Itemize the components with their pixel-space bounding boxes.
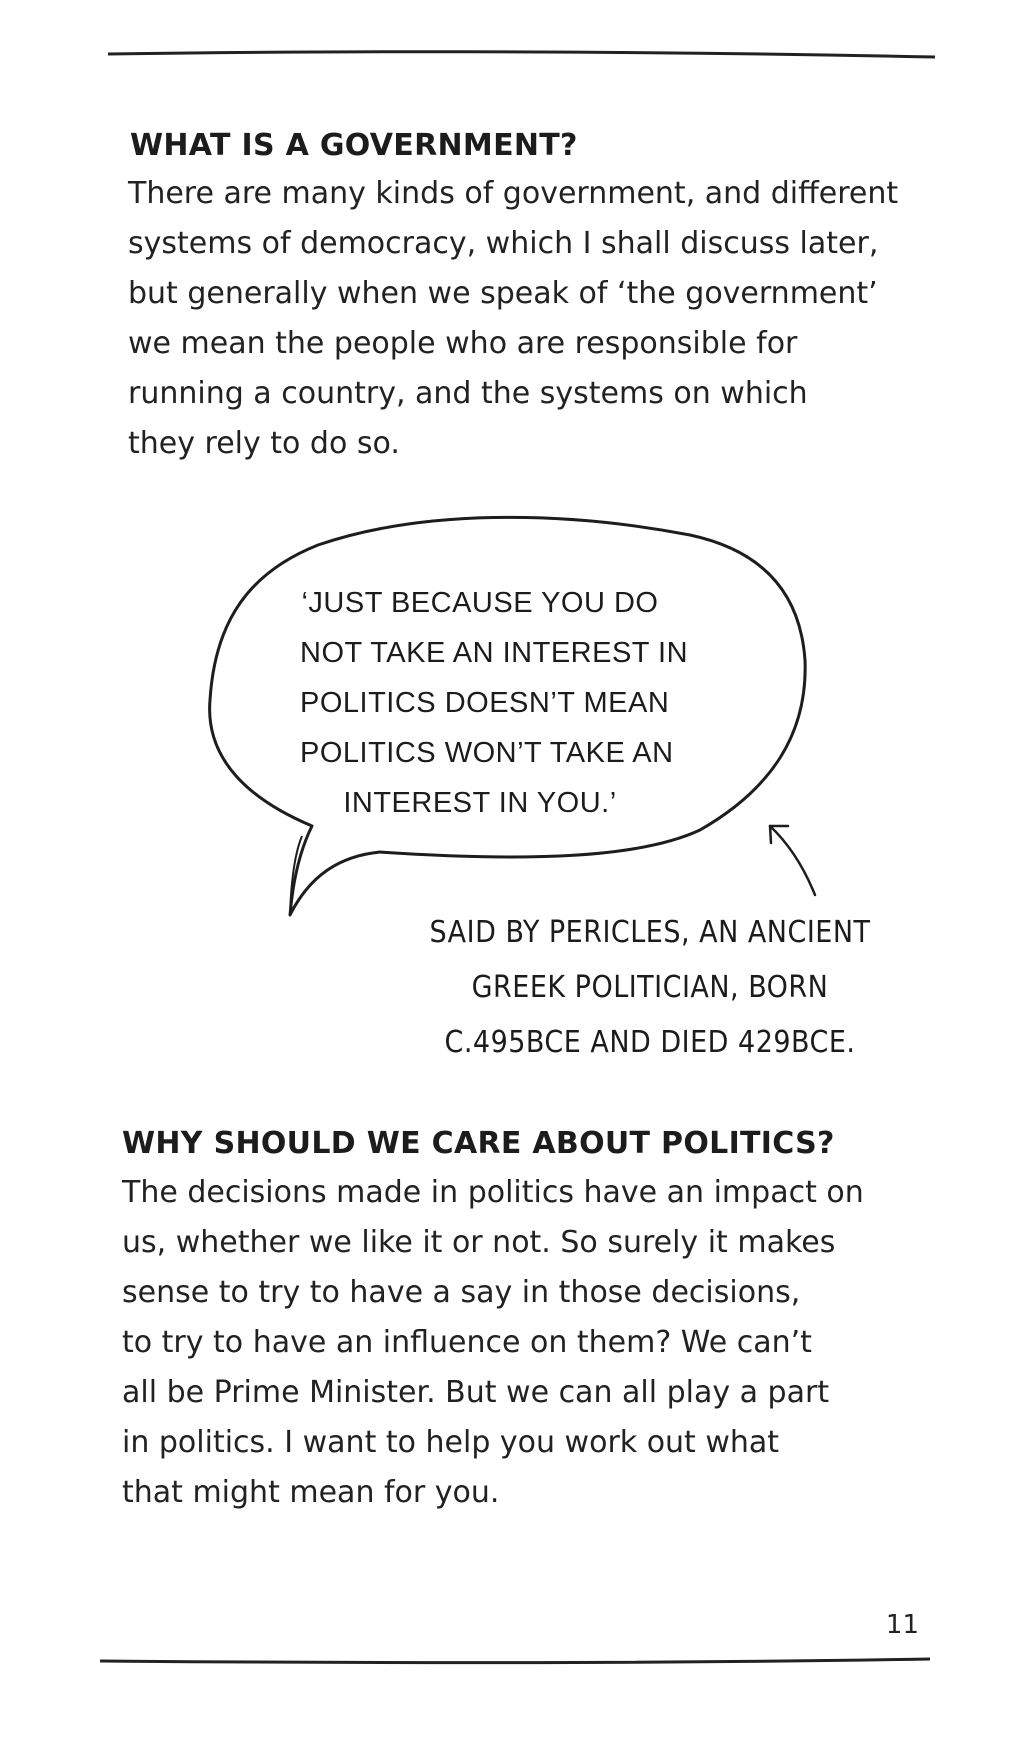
quote-text	[300, 578, 689, 828]
attribution-line: SAID BY PERICLES, AN ANCIENT	[429, 915, 871, 950]
paragraph-line: they rely to do so.	[128, 426, 400, 461]
quote-line: ‘JUST BECAUSE YOU DO	[301, 587, 659, 619]
quote-line: INTEREST IN YOU.’	[343, 787, 617, 819]
paragraph-line: sense to try to have a say in those decisions,	[122, 1275, 801, 1310]
paragraph-line: but generally when we speak of ‘the government’	[128, 276, 878, 311]
paragraph-line: in politics. I want to help you work out what	[122, 1425, 780, 1460]
attribution-line: C.495BCE AND DIED 429BCE.	[444, 1025, 856, 1060]
attribution-line: GREEK POLITICIAN, BORN	[471, 970, 829, 1005]
paragraph-line: There are many kinds of government, and different	[128, 176, 899, 211]
section-heading-government: WHAT IS A GOVERNMENT?	[130, 128, 578, 163]
paragraph-line: to try to have an influence on them? We can’t	[122, 1325, 812, 1360]
paragraph-line: we mean the people who are responsible for	[128, 326, 798, 361]
paragraph-line: all be Prime Minister. But we can all play a part	[122, 1375, 830, 1410]
paragraph-line: The decisions made in politics have an impact on	[122, 1175, 864, 1210]
paragraph-line: systems of democracy, which I shall discuss later,	[128, 226, 879, 261]
quote-line: NOT TAKE AN INTEREST IN	[300, 637, 689, 669]
section-heading-politics: WHY SHOULD WE CARE ABOUT POLITICS?	[122, 1126, 835, 1161]
quote-line: POLITICS WON’T TAKE AN	[300, 737, 674, 769]
paragraph-line: running a country, and the systems on which	[128, 376, 808, 411]
quote-line: POLITICS DOESN’T MEAN	[300, 687, 670, 719]
page-number: 11	[885, 1610, 919, 1640]
paragraph-line: us, whether we like it or not. So surely it makes	[122, 1225, 836, 1260]
paragraph-line: that might mean for you.	[122, 1475, 500, 1510]
arrow-up-left-icon	[770, 826, 815, 895]
quote-attribution	[410, 905, 890, 1070]
